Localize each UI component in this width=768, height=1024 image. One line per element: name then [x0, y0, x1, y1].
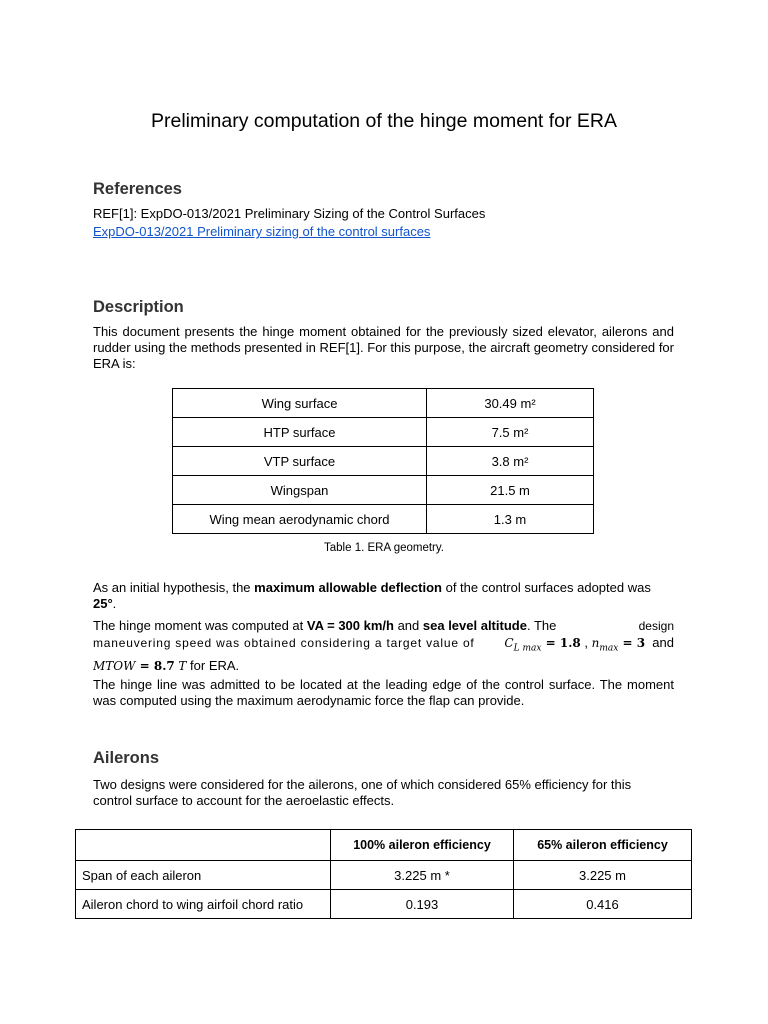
- ailerons-table: [75, 829, 692, 919]
- table-row: [173, 447, 594, 476]
- speed-paragraph: The hinge moment was computed at VA = 300 km/h and sea level altitude. The design maneuvering speed was obtained considering a target value of $C_{L max} = 1.8$ , $n_{max} = 3$ and MTOW = 8.7 T for ERA.: [93, 618, 674, 673]
- reference-link[interactable]: ExpDO-013/2021 Preliminary sizing of the control surfaces: [93, 224, 431, 239]
- table-cell: 7.5 m²: [427, 418, 594, 447]
- hinge-paragraph: The hinge line was admitted to be located at the leading edge of the control surface. The moment was computed using the maximum aerodynamic force the flap can provide.: [93, 677, 674, 708]
- table-cell: 30.49 m²: [427, 389, 594, 418]
- description-intro: This document presents the hinge moment obtained for the previously sized elevator, ailerons and rudder using the methods presented in REF[1]. For this purpose, the aircraft geometry considered for ERA is:: [93, 324, 674, 371]
- table-cell: 0.193: [331, 890, 514, 919]
- table-cell: 1.3 m: [427, 505, 594, 534]
- table-cell: 3.8 m²: [427, 447, 594, 476]
- table-cell: 0.416: [514, 890, 692, 919]
- table-cell: Aileron chord to wing airfoil chord ratio: [76, 890, 331, 919]
- table-row: [76, 890, 692, 919]
- table-row: [173, 418, 594, 447]
- table-cell: 3.225 m *: [331, 861, 514, 890]
- table-cell: Wing surface: [173, 389, 427, 418]
- table-row: [173, 505, 594, 534]
- ailerons-intro: Two designs were considered for the ailerons, one of which considered 65% efficiency for this control surface to account for the aeroelastic effects.: [93, 777, 632, 808]
- references-heading: References: [93, 180, 182, 198]
- table-cell: 21.5 m: [427, 476, 594, 505]
- table-caption: Table 1. ERA geometry.: [324, 542, 444, 554]
- speed-line-2: maneuvering speed was obtained considering a target value of: [93, 636, 475, 650]
- table-cell: HTP surface: [173, 418, 427, 447]
- table-cell: Wing mean aerodynamic chord: [173, 505, 427, 534]
- description-heading: Description: [93, 298, 184, 316]
- table-cell: 3.225 m: [514, 861, 692, 890]
- table-cell: VTP surface: [173, 447, 427, 476]
- table-header-row: [76, 830, 692, 861]
- ailerons-heading: Ailerons: [93, 749, 160, 767]
- table-cell: Span of each aileron: [76, 861, 331, 890]
- table-row: [173, 389, 594, 418]
- reference-1: REF[1]: ExpDO-013/2021 Preliminary Sizing of the Control Surfaces: [93, 206, 486, 221]
- table-cell: Wingspan: [173, 476, 427, 505]
- table-header: 100% aileron efficiency: [331, 830, 514, 861]
- deflection-paragraph: As an initial hypothesis, the maximum allowable deflection of the control surfaces adopted was 25°.: [93, 580, 651, 611]
- table-row: [76, 861, 692, 890]
- table-header: 65% aileron efficiency: [514, 830, 692, 861]
- table-header: [76, 830, 331, 861]
- geometry-table: [172, 388, 594, 534]
- page-title: Preliminary computation of the hinge moment for ERA: [150, 110, 618, 132]
- table-row: [173, 476, 594, 505]
